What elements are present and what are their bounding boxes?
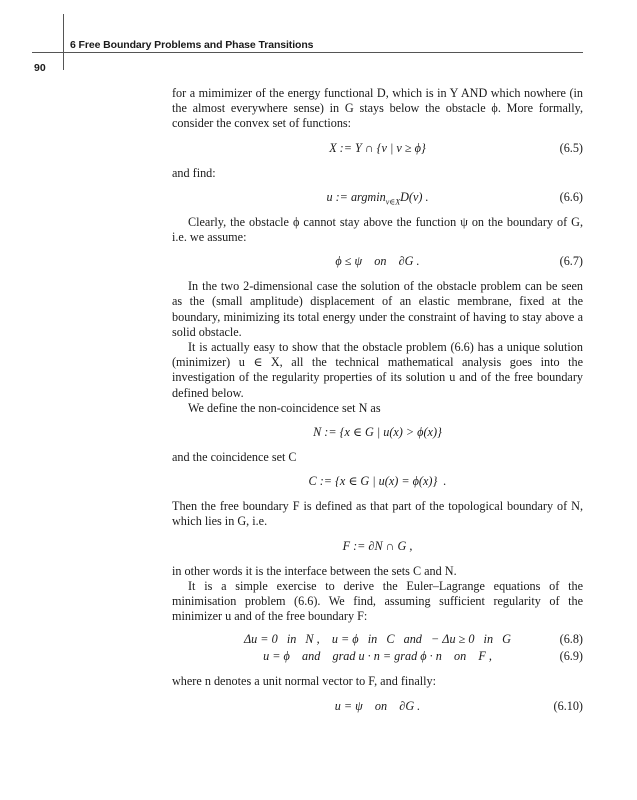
header-vertical-rule [63,14,64,70]
equation-6-6-tail: D(v) . [400,189,429,204]
page-number: 90 [34,62,46,74]
equation-6-6 [172,188,583,209]
equation-6-9-number: (6.9) [559,649,583,664]
equation-6-5-text: X := Y ∩ {v | v ≥ ϕ} [329,140,426,155]
equation-noncoincidence-set [172,423,583,444]
equations-6-8-6-9 [172,630,583,668]
paragraph-8: Then the free boundary F is defined as that part of the topological boundary of N, which lies in G, i.e. [172,499,583,529]
equation-6-7-text: ϕ ≤ ψ on ∂G . [335,254,420,269]
equation-6-6-text: u := argmin [326,189,386,204]
paragraph-5: It is actually easy to show that the obstacle problem (6.6) has a unique solution (minimizer) u ∈ X, all the technical mathematical analysis goes into the investigation of the regularity properties of its solution u and of the free boundary defined below. [172,340,583,400]
equation-6-5-number: (6.5) [559,140,583,155]
equation-6-9-text: u = ϕ and grad u · n = grad ϕ · n on F , [263,649,492,664]
paragraph-2: and find: [172,165,216,180]
equation-6-6-number: (6.6) [559,189,583,204]
paragraph-11: where n denotes a unit normal vector to F, and finally: [172,674,437,689]
paragraph-7: and the coincidence set C [172,450,297,465]
equation-6-7 [172,252,583,273]
equation-6-10 [172,697,583,718]
equation-free-boundary-text: F := ∂N ∩ G , [342,538,413,553]
paragraph-3: Clearly, the obstacle ϕ cannot stay above the function ψ on the boundary of G, i.e. we assume: [172,214,583,245]
equation-coincidence-set-text: C := {x ∈ G | u(x) = ϕ(x)} . [308,474,447,489]
equation-6-6-body [172,190,583,210]
equation-noncoincidence-set-text: N := {x ∈ G | u(x) > ϕ(x)} [313,425,442,440]
equation-6-5 [172,139,583,160]
header-horizontal-rule [32,52,583,53]
equation-free-boundary [172,537,583,558]
paragraph-1: for a mimimizer of the energy functional D, which is in Y AND which nowhere (in the almost everywhere sense) in G stays below the obstacle ϕ. More formally, consider the convex set of functions: [172,86,583,131]
equation-6-6-subscript: v∈X [385,197,401,207]
paragraph-4: In the two 2-dimensional case the solution of the obstacle problem can be seen as the (small amplitude) displacement of an elastic membrane, fixed at the boundary, minimizing its total energy under the constraint of having to stay above a solid obstacle. [172,279,583,339]
equation-coincidence-set [172,472,583,493]
equation-6-7-number: (6.7) [559,254,583,269]
equation-6-10-number: (6.10) [553,698,583,713]
equation-6-10-text: u = ψ on ∂G . [334,698,421,713]
paragraph-9: in other words it is the interface between the sets C and N. [172,563,457,578]
equation-6-8-number: (6.8) [559,632,583,647]
running-header: 6 Free Boundary Problems and Phase Transitions [70,39,314,51]
equation-6-8-text: Δu = 0 in N , u = ϕ in C and − Δu ≥ 0 in G [244,632,511,647]
page-body [172,86,583,724]
paragraph-6: We define the non-coincidence set N as [188,400,381,415]
paragraph-10: It is a simple exercise to derive the Euler–Lagrange equations of the minimisation problem (6.6). We find, assuming sufficient regularity of the minimizer u and of the free boundary F: [172,578,583,624]
